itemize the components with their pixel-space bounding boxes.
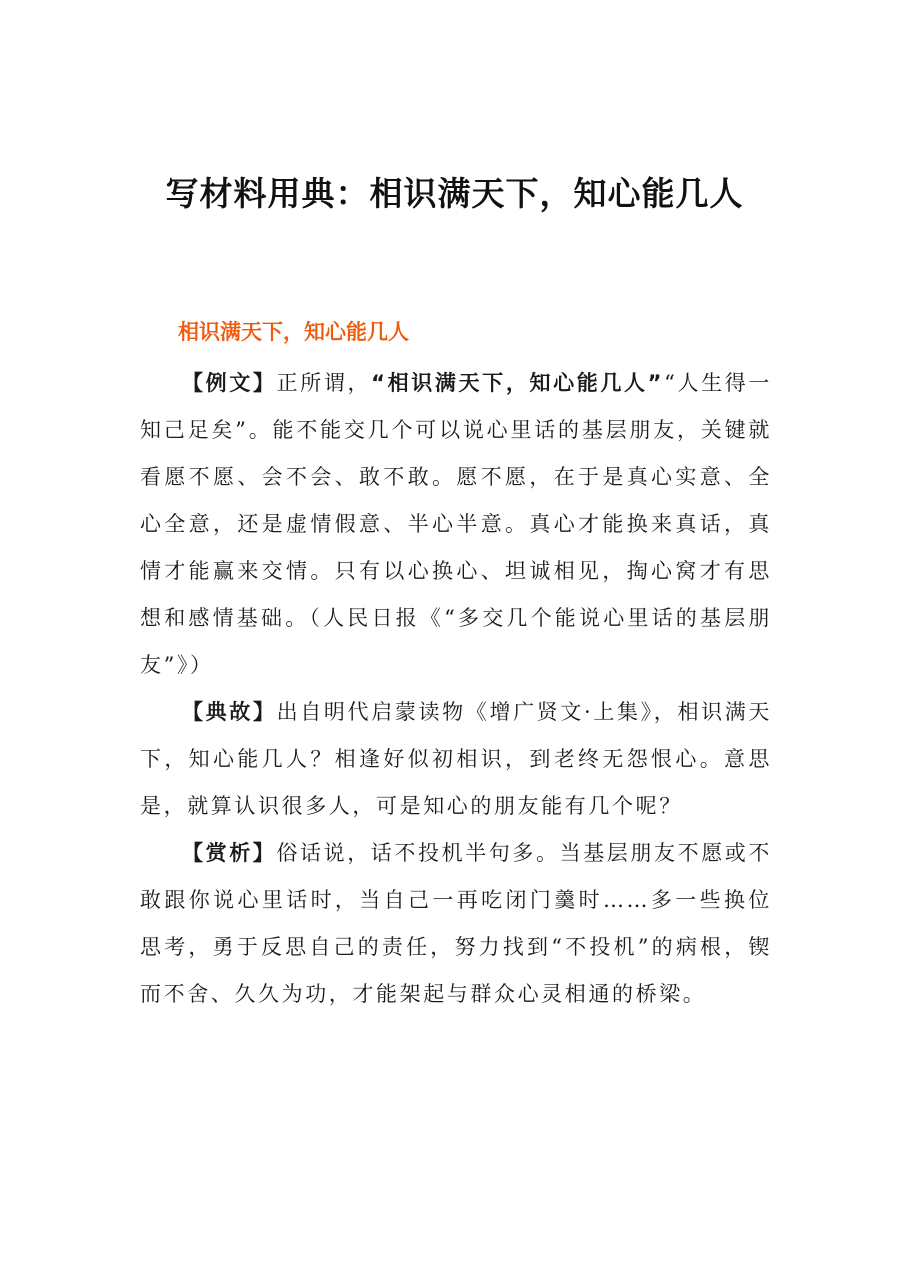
example-lead: 正所谓， bbox=[276, 371, 372, 395]
section-heading: 相识满天下，知心能几人 bbox=[178, 320, 409, 344]
example-quote: “相识满天下，知心能几人” bbox=[371, 371, 665, 395]
example-tag: 【例文】 bbox=[182, 371, 277, 395]
allusion-paragraph bbox=[140, 689, 772, 830]
appreciation-paragraph bbox=[140, 830, 772, 1018]
appreciation-tag: 【赏析】 bbox=[182, 841, 277, 865]
allusion-text: 出自明代启蒙读物《增广贤文·上集》，相识满天下，知心能几人？相逢好似初相识，到老终无怨恨心。意思是，就算认识很多人，可是知心的朋友能有几个呢？ bbox=[140, 700, 773, 818]
appreciation-text: 俗话说，话不投机半句多。当基层朋友不愿或不敢跟你说心里话时，当自己一再吃闭门羹时……多一些换位思考，勇于反思自己的责任，努力找到“不投机”的病根，锲而不舍、久久为功，才能架起与群众心灵相通的桥梁。 bbox=[140, 841, 773, 1006]
example-text: “人生得一知己足矣”。能不能交几个可以说心里话的基层朋友，关键就看愿不愿、会不会、敢不敢。愿不愿，在于是真心实意、全心全意，还是虚情假意、半心半意。真心才能换来真话，真情才能赢来交情。只有以心换心、坦诚相见，掏心窝才有思想和感情基础。（人民日报《“多交几个能说心里话的基层朋友”》） bbox=[140, 371, 772, 677]
allusion-tag: 【典故】 bbox=[182, 700, 277, 724]
example-paragraph bbox=[140, 360, 772, 689]
page-title: 写材料用典：相识满天下，知心能几人 bbox=[165, 174, 744, 214]
article-body bbox=[140, 360, 772, 1018]
